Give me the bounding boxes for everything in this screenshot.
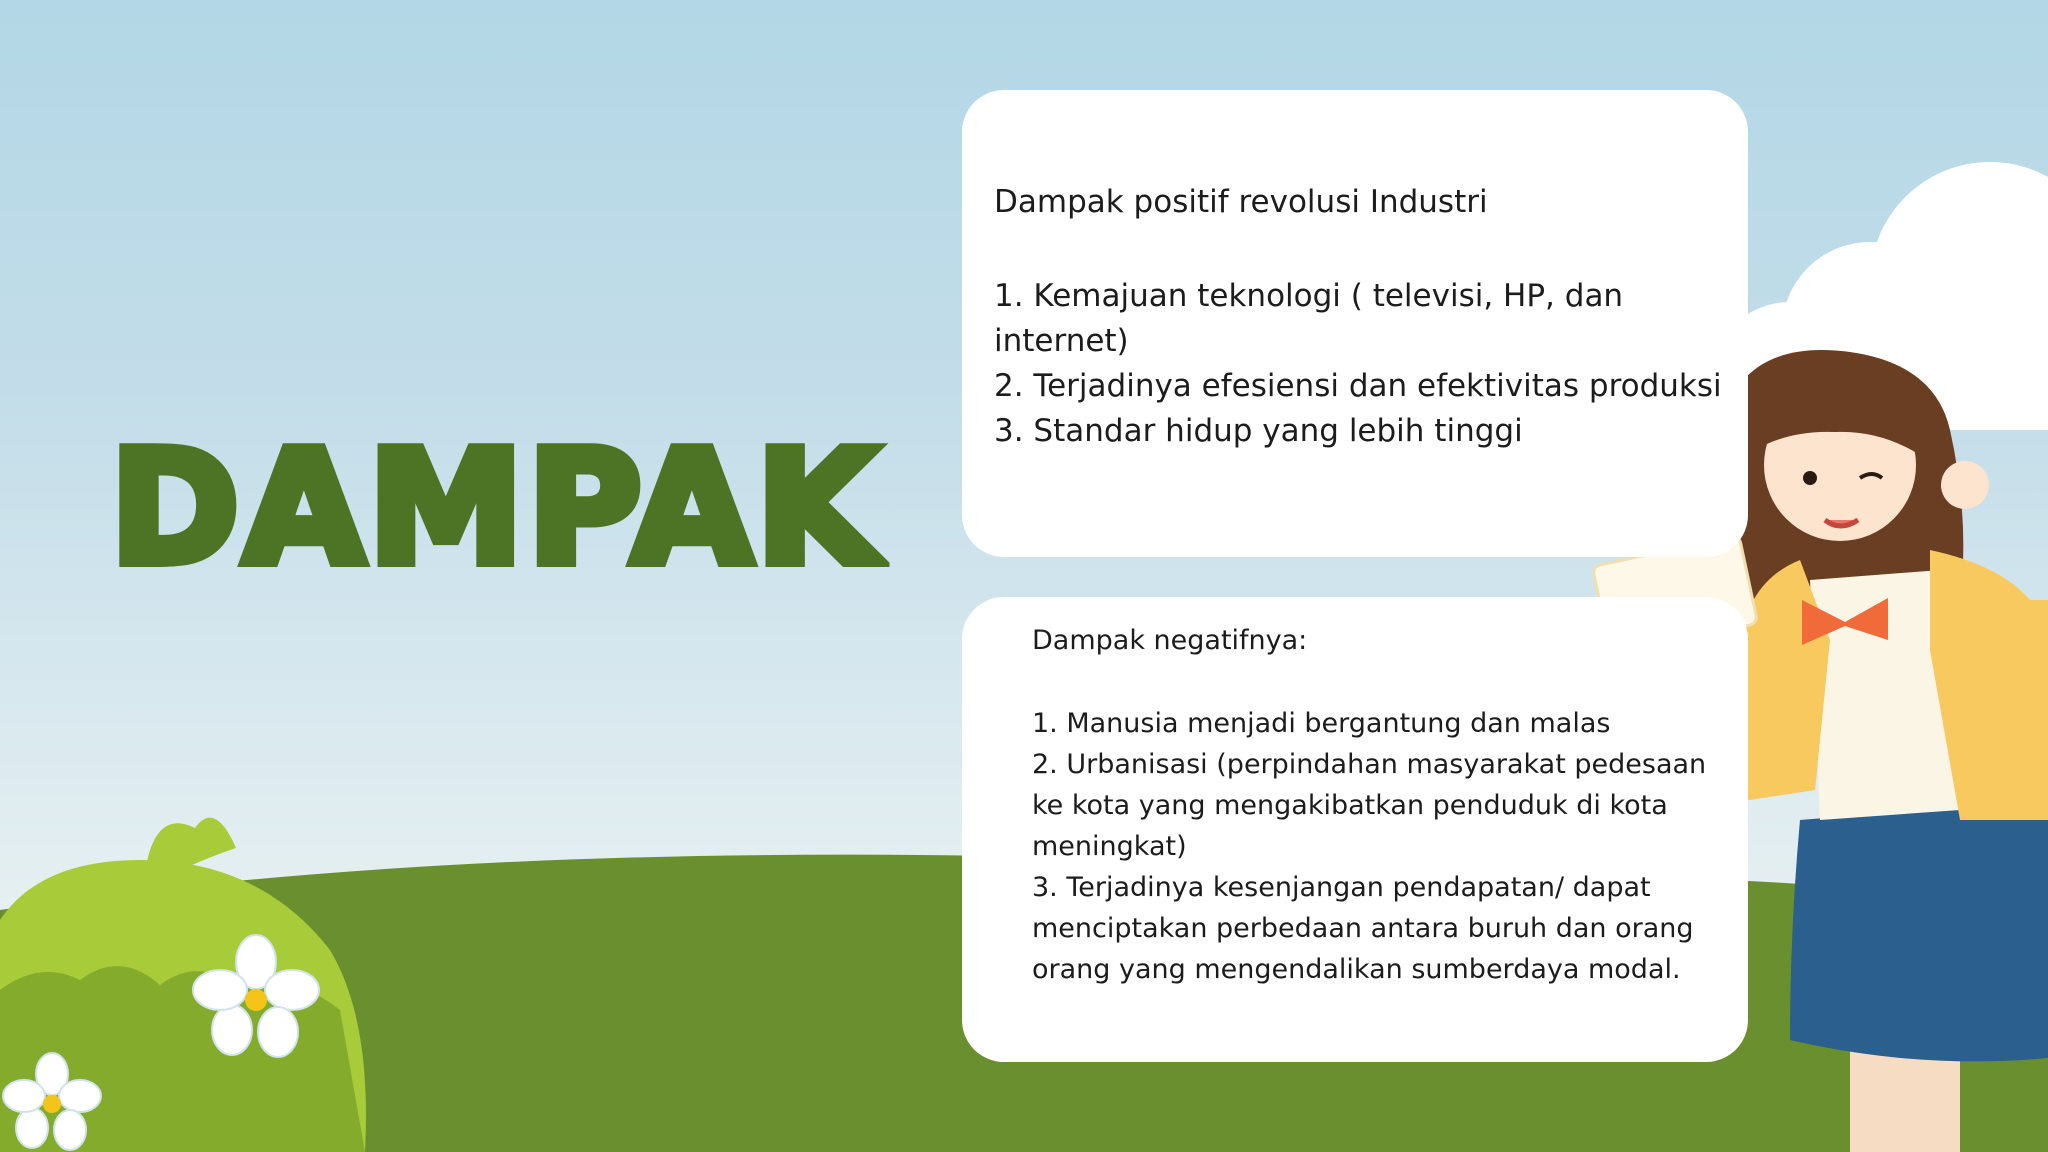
list-item: 1. Manusia menjadi bergantung dan malas bbox=[1032, 708, 1611, 739]
list-item: 1. Kemajuan teknologi ( televisi, HP, dan internet) bbox=[994, 278, 1624, 359]
negative-list bbox=[1032, 703, 1712, 990]
positive-list bbox=[994, 274, 1724, 454]
negative-impact-card bbox=[962, 597, 1748, 1062]
list-item: 2. Urbanisasi (perpindahan masyarakat pedesaan ke kota yang mengakibatkan penduduk di kota meningkat) bbox=[1032, 749, 1707, 862]
list-item: 3. Standar hidup yang lebih tinggi bbox=[994, 413, 1523, 449]
page-title: DAMPAK bbox=[110, 417, 882, 599]
skirt bbox=[1790, 800, 2048, 1061]
positive-heading: Dampak positif revolusi Industri bbox=[994, 184, 1488, 220]
list-item: 3. Terjadinya kesenjangan pendapatan/ dapat menciptakan perbedaan antara buruh dan orang orang yang mengendalikan sumberdaya modal. bbox=[1032, 872, 1694, 985]
positive-impact-card bbox=[962, 90, 1748, 557]
negative-heading: Dampak negatifnya: bbox=[1032, 625, 1308, 656]
list-item: 2. Terjadinya efesiensi dan efektivitas produksi bbox=[994, 368, 1722, 404]
thumb-hand bbox=[1941, 461, 1989, 509]
